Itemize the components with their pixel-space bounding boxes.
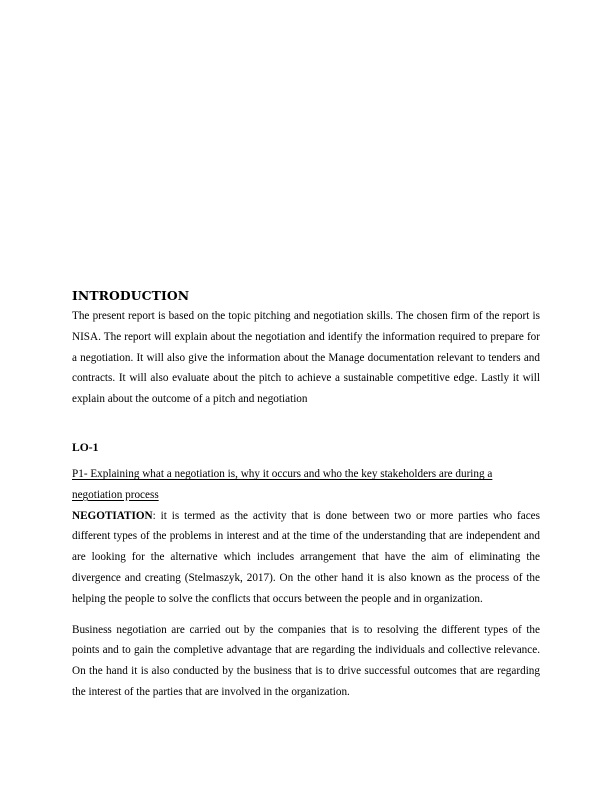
lo1-heading: LO-1 xyxy=(72,440,99,454)
negotiation-term: NEGOTIATION xyxy=(72,509,153,522)
business-negotiation-paragraph: Business negotiation are carried out by the companies that is to resolving the different types of the points and to gain the completive advantage that are regarding the individuals and collective relevance. On the hand it is also conducted by the business that is to drive successful outcomes that are regarding the interest of the parties that are involved in the organization. xyxy=(72,623,540,698)
p1-title: P1- Explaining what a negotiation is, why it occurs and who the key stakeholders are during a negotiation process xyxy=(72,467,493,501)
introduction-paragraph: The present report is based on the topic pitching and negotiation skills. The chosen firm of the report is NISA. The report will explain about the negotiation and identify the information required to prepare for a negotiation. It will also give the information about the Manage documentation relevant to tenders and contracts. It will also evaluate about the pitch to achieve a sustainable competitive edge. Lastly it will explain about the outcome of a pitch and negotiation xyxy=(72,310,540,406)
introduction-heading: INTRODUCTION xyxy=(72,288,190,303)
document-page xyxy=(72,288,540,703)
negotiation-definition: : it is termed as the activity that is done between two or more parties who faces different types of the problems in interest and at the time of the understanding that are independent and are looking for the alternative which includes arrangement that have the aim of eliminating the divergence and creating (Stelmaszyk, 2017). On the other hand it is also known as the process of the helping the people to solve the conflicts that occurs between the people and in organization. xyxy=(72,509,540,605)
negotiation-paragraph xyxy=(72,506,540,610)
